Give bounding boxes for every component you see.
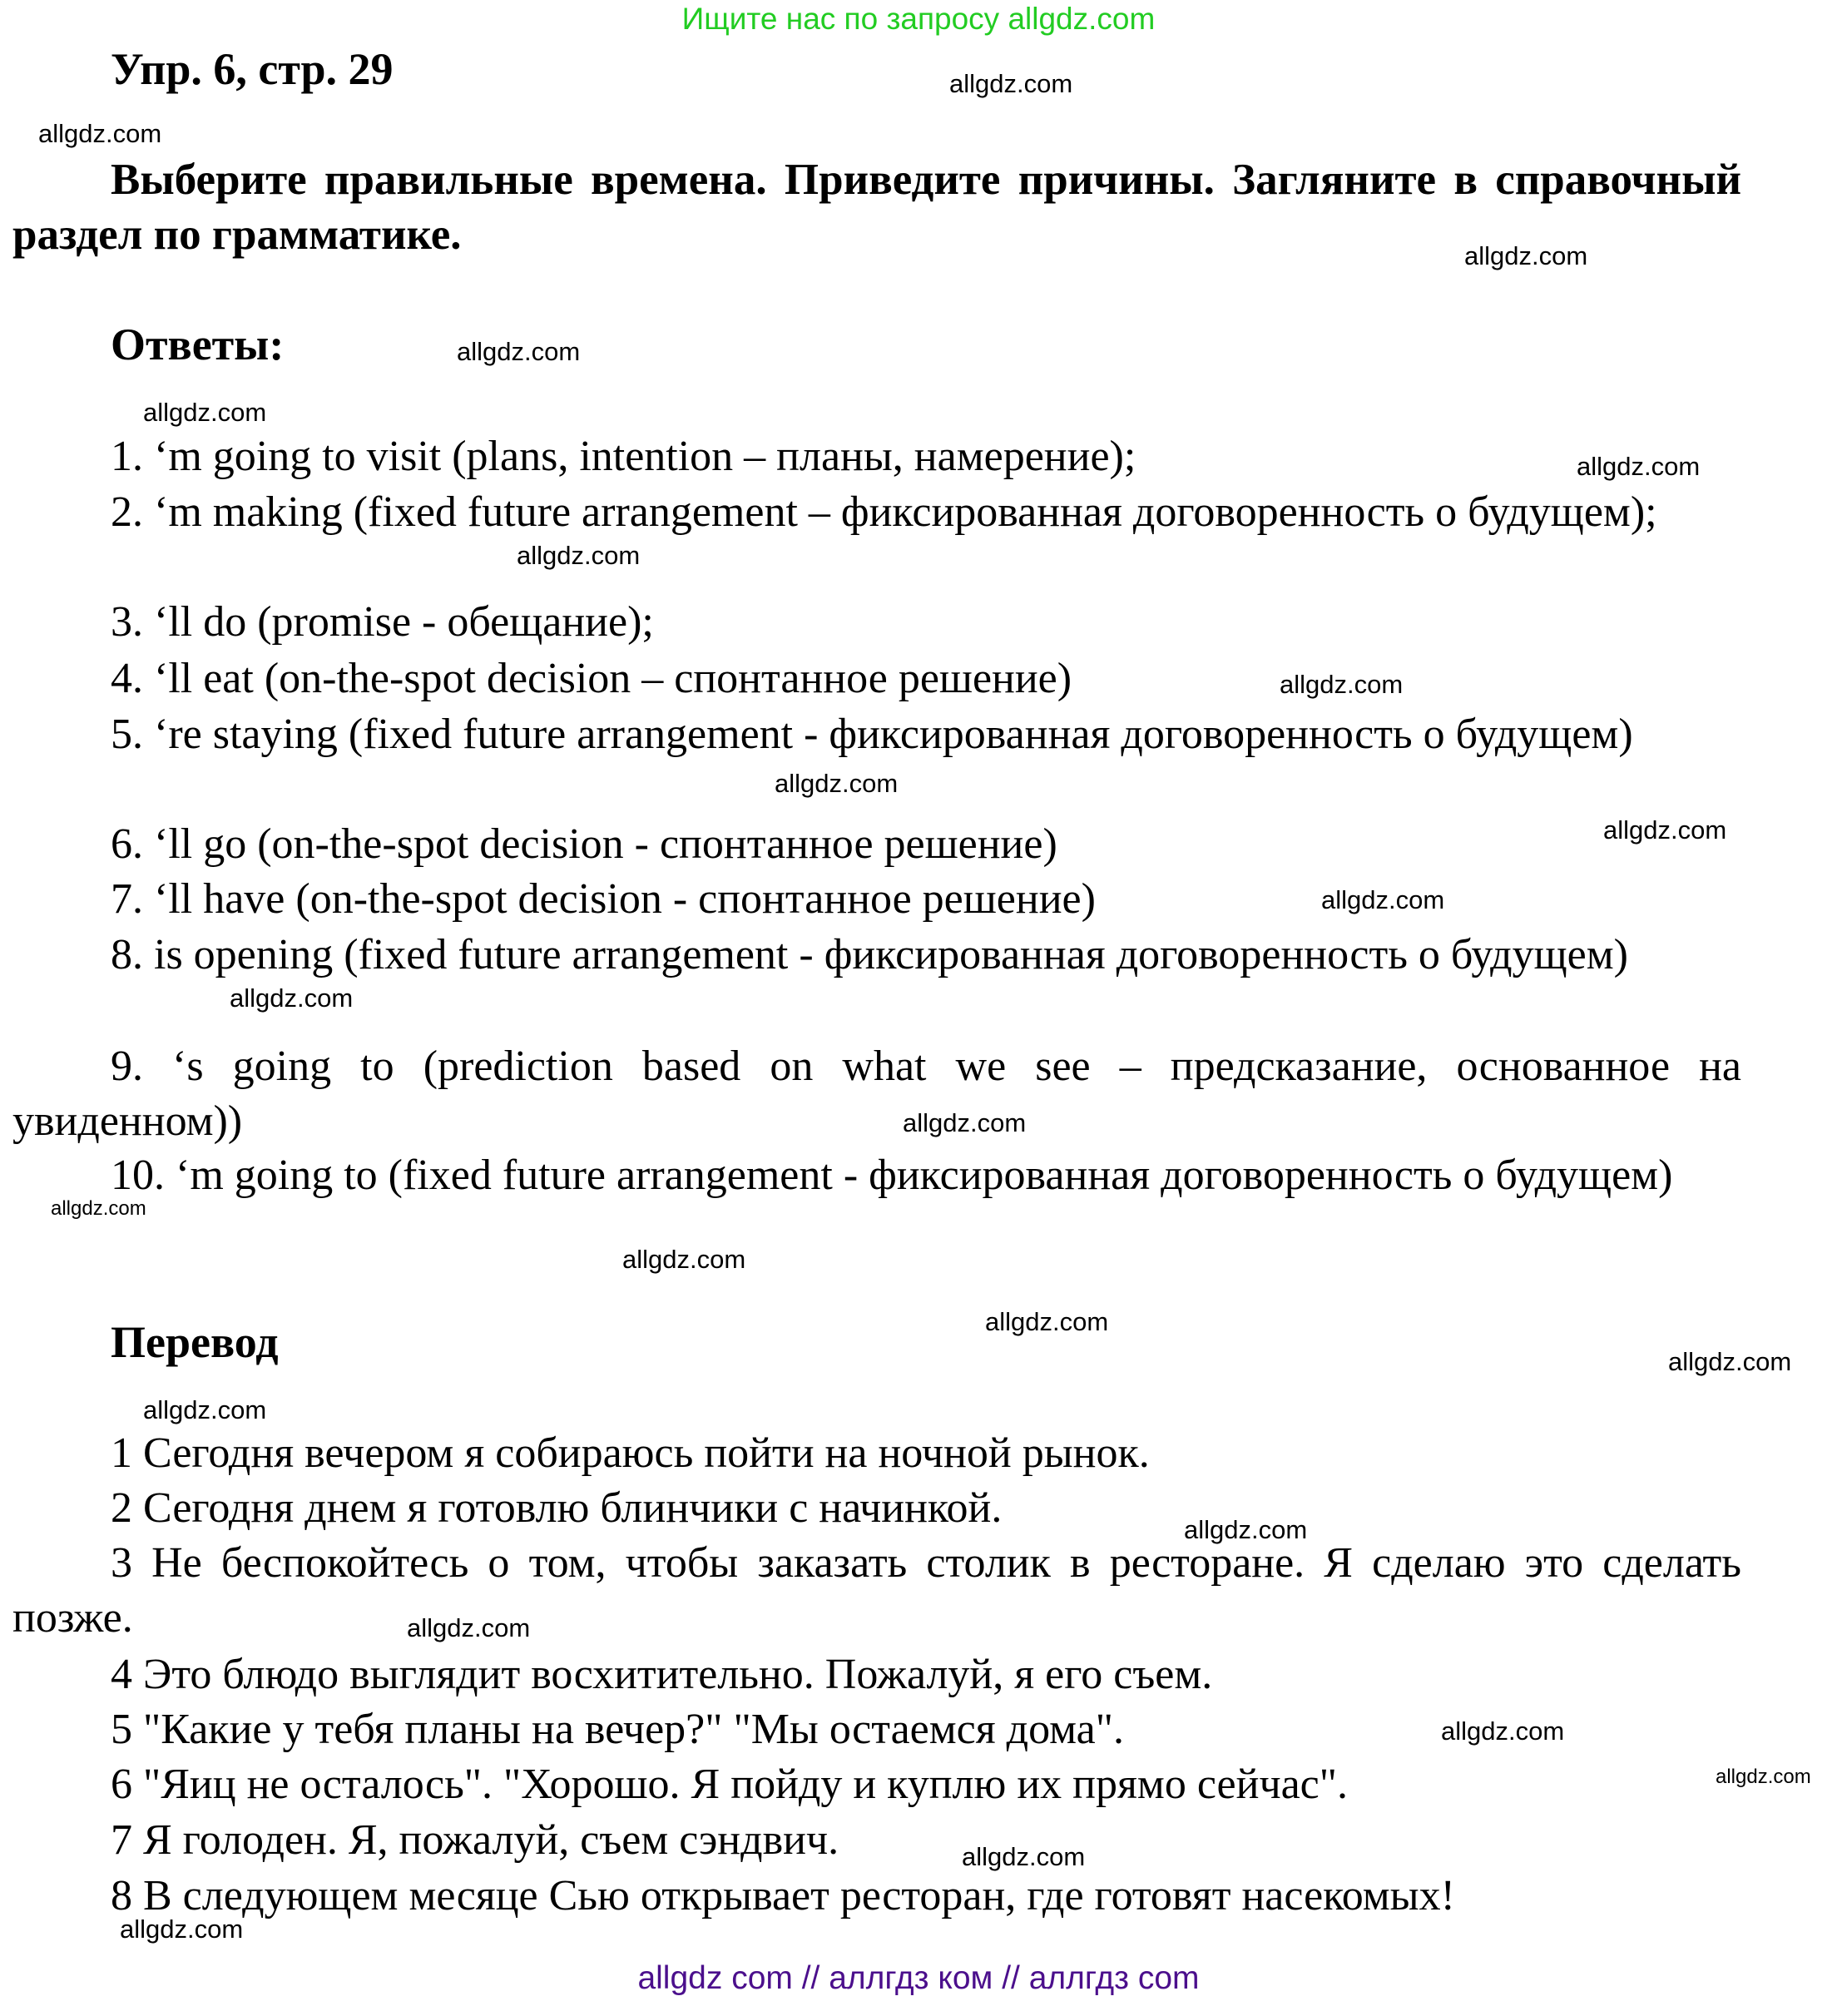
- watermark: allgdz.com: [38, 119, 162, 148]
- top-banner: Ищите нас по запросу allgdz.com: [681, 2, 1156, 36]
- translation-heading: Перевод: [111, 1317, 279, 1367]
- footer-watermark: allgdz com // аллгдз ком // аллгдз com: [637, 1960, 1200, 1996]
- watermark: allgdz.com: [949, 69, 1073, 98]
- watermark: allgdz.com: [1464, 241, 1588, 270]
- translation-item: 7 Я голоден. Я, пожалуй, съем сэндвич.: [111, 1816, 839, 1864]
- watermark: allgdz.com: [51, 1197, 146, 1220]
- answer-item: 7. ‘ll have (on-the-spot decision - спонтанное решение): [111, 875, 1096, 923]
- watermark: allgdz.com: [962, 1842, 1086, 1871]
- answer-item: 8. is opening (fixed future arrangement - фиксированная договоренность о будущем): [111, 931, 1628, 978]
- translation-item: 6 "Яиц не осталось". "Хорошо. Я пойду и куплю их прямо сейчас".: [111, 1761, 1348, 1808]
- exercise-title: Упр. 6, стр. 29: [111, 44, 394, 94]
- watermark: allgdz.com: [143, 398, 267, 427]
- translation-item: 8 В следующем месяце Сью открывает ресторан, где готовят насекомых!: [111, 1872, 1455, 1919]
- watermark: allgdz.com: [407, 1613, 531, 1642]
- answers-heading: Ответы:: [111, 319, 285, 369]
- watermark: allgdz.com: [230, 983, 354, 1013]
- answer-item: 1. ‘m going to visit (plans, intention – планы, намерение);: [111, 433, 1136, 480]
- answer-item: 5. ‘re staying (fixed future arrangement - фиксированная договоренность о будущем): [111, 711, 1633, 758]
- watermark: allgdz.com: [1603, 815, 1727, 845]
- watermark: allgdz.com: [775, 769, 899, 798]
- answer-item: 4. ‘ll eat (on-the-spot decision – спонтанное решение): [111, 655, 1072, 702]
- translation-item: 1 Сегодня вечером я собираюсь пойти на ночной рынок.: [111, 1429, 1150, 1477]
- watermark: allgdz.com: [1441, 1716, 1565, 1746]
- watermark: allgdz.com: [903, 1108, 1027, 1137]
- watermark: allgdz.com: [143, 1395, 267, 1424]
- watermark: allgdz.com: [120, 1914, 244, 1944]
- watermark: allgdz.com: [622, 1245, 746, 1274]
- watermark: allgdz.com: [1280, 670, 1404, 699]
- answer-item: 6. ‘ll go (on-the-spot decision - спонтанное решение): [111, 820, 1057, 868]
- answer-item: 10. ‘m going to (fixed future arrangement - фиксированная договоренность о будущем): [111, 1152, 1673, 1199]
- answer-item: 3. ‘ll do (promise - обещание);: [111, 598, 654, 646]
- watermark: allgdz.com: [1577, 452, 1701, 481]
- translation-item: 4 Это блюдо выглядит восхитительно. Пожалуй, я его съем.: [111, 1651, 1213, 1698]
- instruction: Выберите правильные времена. Приведите причины. Загляните в справочный раздел по грамматике.: [12, 156, 1741, 259]
- watermark: allgdz.com: [1321, 885, 1445, 914]
- translation-item: 2 Сегодня днем я готовлю блинчики с начинкой.: [111, 1484, 1003, 1532]
- answer-item: 9. ‘s going to (prediction based on what we see – предсказание, основанное на увиденном)): [12, 1043, 1741, 1145]
- watermark: allgdz.com: [1716, 1766, 1811, 1788]
- translation-item: 3 Не беспокойтесь о том, чтобы заказать столик в ресторане. Я сделаю это сделать позже.: [12, 1539, 1741, 1642]
- translation-item: 5 "Какие у тебя планы на вечер?" "Мы остаемся дома".: [111, 1706, 1124, 1753]
- watermark: allgdz.com: [457, 337, 581, 366]
- watermark: allgdz.com: [985, 1307, 1109, 1336]
- answer-item: 2. ‘m making (fixed future arrangement – фиксированная договоренность о будущем);: [111, 488, 1657, 536]
- watermark: allgdz.com: [1668, 1347, 1792, 1376]
- watermark: allgdz.com: [517, 541, 641, 570]
- watermark: allgdz.com: [1184, 1515, 1308, 1544]
